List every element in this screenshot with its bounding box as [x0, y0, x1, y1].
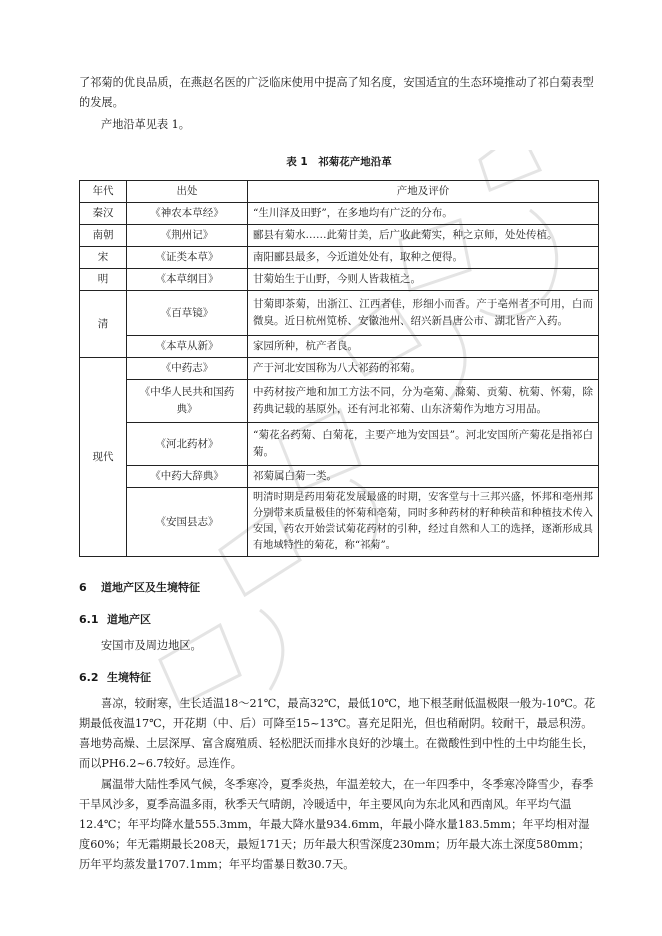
description-cell: 南阳郦县最多，今近道处处有，取种之便得。: [248, 247, 599, 269]
description-cell: 中药材按产地和加工方法不同，分为亳菊、滁菊、贡菊、杭菊、怀菊，除药典记载的基原外，还有河北祁菊、山东济菊作为地方习用品。: [248, 380, 599, 423]
table-row: [80, 269, 599, 291]
source-cell: 《荆州记》: [127, 225, 248, 247]
section-number: 6: [79, 581, 87, 594]
document-page: [79, 73, 599, 875]
source-cell: 《中药志》: [127, 358, 248, 380]
table-row: [80, 336, 599, 358]
source-cell: 《中药大辞典》: [127, 466, 248, 488]
era-cell: 南朝: [80, 225, 127, 247]
description-cell: 产于河北安国称为八大祁药的祁菊。: [248, 358, 599, 380]
era-cell: 宋: [80, 247, 127, 269]
table-row: [80, 291, 599, 336]
subsection-heading-6-2: [79, 668, 599, 688]
table-row: [80, 380, 599, 423]
era-cell: 秦汉: [80, 203, 127, 225]
description-cell: “生川泽及田野”，在多地均有广泛的分布。: [248, 203, 599, 225]
subsection-number: 6.1: [79, 613, 99, 626]
subsection-title: 道地产区: [107, 613, 151, 626]
source-cell: 《百草镜》: [127, 291, 248, 336]
source-cell: 《河北药材》: [127, 423, 248, 466]
header-origin-evaluation: 产地及评价: [248, 181, 599, 203]
source-cell: 《本草纲目》: [127, 269, 248, 291]
habitat-paragraph-2: 属温带大陆性季风气候，冬季寒冷，夏季炎热，年温差较大，在一年四季中，冬季寒冷降雪少，春季干旱风沙多，夏季高温多雨，秋季天气晴朗，冷暖适中，年主要风向为东北风和西南风。年平均气温12.4℃；年平均降水量555.3mm，年最大降水量934.6mm，年最小降水量183.5mm；年平均相对湿度60%；年无霜期最长208天，最短171天；历年最大积雪深度230mm；历年最大冻土深度580mm；历年平均蒸发量1707.1mm；年平均雷暴日数30.7天。: [79, 778, 594, 871]
description-cell: “菊花名药菊、白菊花，主要产地为安国县”。河北安国所产菊花是指祁白菊。: [248, 423, 599, 466]
era-cell: 现代: [80, 358, 127, 557]
origin-history-table: [79, 180, 599, 557]
source-cell: 《安国县志》: [127, 488, 248, 557]
header-source: 出处: [127, 181, 248, 203]
description-cell: 甘菊即茶菊，出浙江、江西者佳，形细小而香。产于亳州者不可用，白而微臭。近日杭州笕桥、安徽池州、绍兴新昌唐公市、湖北皆产入药。: [248, 291, 599, 336]
table-row: [80, 225, 599, 247]
source-cell: 《神农本草经》: [127, 203, 248, 225]
table-row: [80, 466, 599, 488]
table-header-row: [80, 181, 599, 203]
header-era: 年代: [80, 181, 127, 203]
source-cell: 《本草从新》: [127, 336, 248, 358]
table-reference-text: 产地沿革见表 1。: [101, 118, 190, 131]
subsection-title: 生境特征: [107, 671, 151, 684]
intro-paragraph: 了祁菊的优良品质，在燕赵名医的广泛临床使用中提高了知名度，安国适宜的生态环境推动了祁白菊表型的发展。: [79, 76, 594, 109]
table-row: [80, 488, 599, 557]
table-row: [80, 203, 599, 225]
description-cell: 祁菊属白菊一类。: [248, 466, 599, 488]
table-title: 表 1 祁菊花产地沿革: [286, 156, 392, 168]
description-cell: 明清时期是药用菊花发展最盛的时期，安客堂与十三邦兴盛，怀邦和亳州邦分别带来质量极佳的怀菊和亳菊，同时多种药材的籽种秧苗和种植技术传入安国，药农开始尝试菊花药材的引种，经过自然和人工的选择，逐渐形成具有地域特性的菊花，称“祁菊”。: [248, 488, 599, 557]
description-cell: 郦县有菊水……此菊甘美，后广收此菊实，种之京师，处处传植。: [248, 225, 599, 247]
era-cell: 明: [80, 269, 127, 291]
table-row: [80, 358, 599, 380]
source-cell: 《中华人民共和国药典》: [127, 380, 248, 423]
source-cell: 《证类本草》: [127, 247, 248, 269]
era-cell: 清: [80, 291, 127, 358]
subsection-number: 6.2: [79, 671, 99, 684]
habitat-paragraph-1: 喜凉，较耐寒，生长适温18～21℃，最高32℃，最低10℃，地下根茎耐低温极限一般为-10℃。花期最低夜温17℃，开花期（中、后）可降至15~13℃。喜充足阳光，但也稍耐阴。较耐干，最忌积涝。喜地势高燥、土层深厚、富含腐殖质、轻松肥沃而排水良好的沙壤土。在微酸性到中性的土中均能生长，而以PH6.2~6.7较好。忌连作。: [79, 697, 596, 770]
section-heading-6: [79, 578, 599, 598]
table-row: [80, 247, 599, 269]
description-cell: 家园所种，杭产者良。: [248, 336, 599, 358]
region-paragraph: 安国市及周边地区。: [101, 639, 202, 652]
section-title: 道地产区及生境特征: [101, 581, 200, 594]
table-row: [80, 423, 599, 466]
description-cell: 甘菊始生于山野，今则人皆栽植之。: [248, 269, 599, 291]
subsection-heading-6-1: [79, 610, 599, 630]
